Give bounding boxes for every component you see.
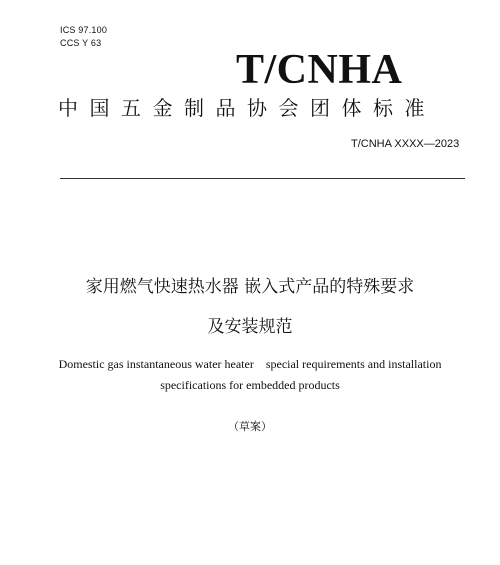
draft-label: （草案）	[228, 420, 272, 433]
organization-name: 中国五金制品协会团体标准	[58, 96, 436, 120]
classification-codes	[60, 24, 107, 50]
standard-number: T/CNHA XXXX—2023	[351, 138, 460, 150]
ccs-code: CCS Y 63	[60, 38, 102, 48]
title-chinese-line-1: 家用燃气快速热水器 嵌入式产品的特殊要求	[85, 277, 415, 297]
ics-code: ICS 97.100	[60, 25, 108, 35]
standard-brand-logo: T/CNHA	[236, 47, 403, 93]
title-english-line-2: specifications for embedded products	[160, 378, 340, 392]
title-chinese-line-2: 及安装规范	[207, 317, 293, 337]
header-divider	[60, 178, 465, 179]
title-english-line-1: Domestic gas instantaneous water heater special requirements and installation	[58, 357, 442, 371]
